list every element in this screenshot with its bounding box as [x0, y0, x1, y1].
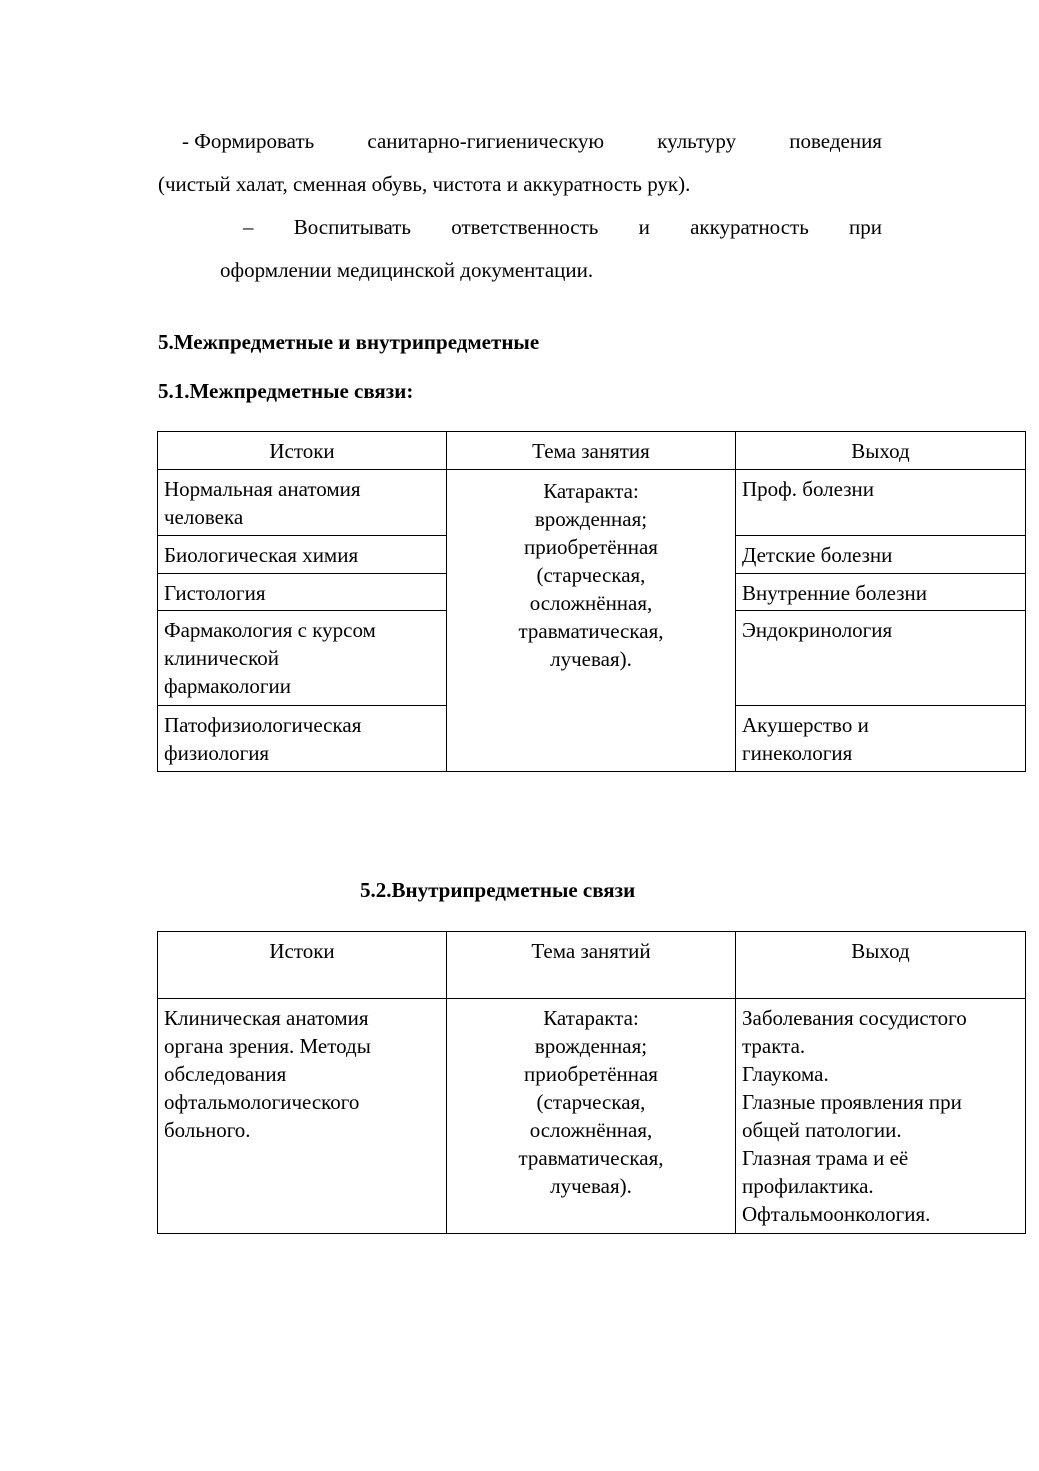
table-header-row: [158, 432, 1026, 470]
source-cell: Клиническая анатомия органа зрения. Методы обследования офтальмологического больного.: [158, 999, 447, 1234]
goal-word: Воспитывать: [293, 215, 412, 239]
topic-cell: Катаракта: врожденная; приобретённая (старческая, осложнённая, травматическая, лучевая).: [447, 999, 736, 1234]
goal-line-1: [182, 127, 882, 155]
goal-word: санитарно-гигиеническую: [367, 129, 605, 153]
source-cell: Биологическая химия: [158, 536, 447, 574]
header-topic: Тема занятия: [447, 432, 736, 470]
goal-word: при: [849, 215, 882, 239]
topic-cell: Катаракта: врожденная; приобретённая (старческая, осложнённая, травматическая, лучевая).: [447, 470, 736, 772]
table-row: [158, 999, 1026, 1234]
output-cell: Внутренние болезни: [736, 574, 1026, 611]
goal-line-4: оформлении медицинской документации.: [220, 258, 594, 282]
output-cell: Проф. болезни: [736, 470, 1026, 536]
header-sources: Истоки: [158, 932, 447, 999]
source-cell: Фармакология с курсом клинической фармакологии: [158, 611, 447, 706]
goal-line-3: [243, 213, 882, 241]
header-output: Выход: [736, 432, 1026, 470]
section-5-1-title: 5.1.Межпредметные связи:: [158, 379, 414, 403]
source-cell: Патофизиологическая физиология: [158, 706, 447, 772]
section-5-title: 5.Межпредметные и внутрипредметные: [158, 330, 540, 354]
output-cell: Детские болезни: [736, 536, 1026, 574]
goal-word: культуру: [657, 129, 737, 153]
output-cell: Заболевания сосудистого тракта. Глаукома. Глазные проявления при общей патологии. Глазная трама и её профилактика. Офтальмоонкология.: [736, 999, 1026, 1234]
goal-word: ответственность: [451, 215, 599, 239]
goal-word: и: [638, 215, 650, 239]
goal-word: аккуратность: [690, 215, 809, 239]
table-header-row: [158, 932, 1026, 999]
header-output: Выход: [736, 932, 1026, 999]
source-cell: Нормальная анатомия человека: [158, 470, 447, 536]
output-cell: Эндокринология: [736, 611, 1026, 706]
header-sources: Истоки: [158, 432, 447, 470]
section-5-2-title: 5.2.Внутрипредметные связи: [360, 878, 636, 902]
intradisciplinary-table: [157, 931, 1026, 1234]
header-topic: Тема занятий: [447, 932, 736, 999]
source-cell: Гистология: [158, 574, 447, 611]
interdisciplinary-table: [157, 431, 1026, 772]
goal-line-2: (чистый халат, сменная обувь, чистота и аккуратность рук).: [158, 172, 691, 196]
goal-word: - Формировать: [182, 129, 315, 153]
goal-word: поведения: [789, 129, 882, 153]
output-cell: Акушерство и гинекология: [736, 706, 1026, 772]
table-row: [158, 470, 1026, 536]
goal-word: –: [243, 215, 254, 239]
